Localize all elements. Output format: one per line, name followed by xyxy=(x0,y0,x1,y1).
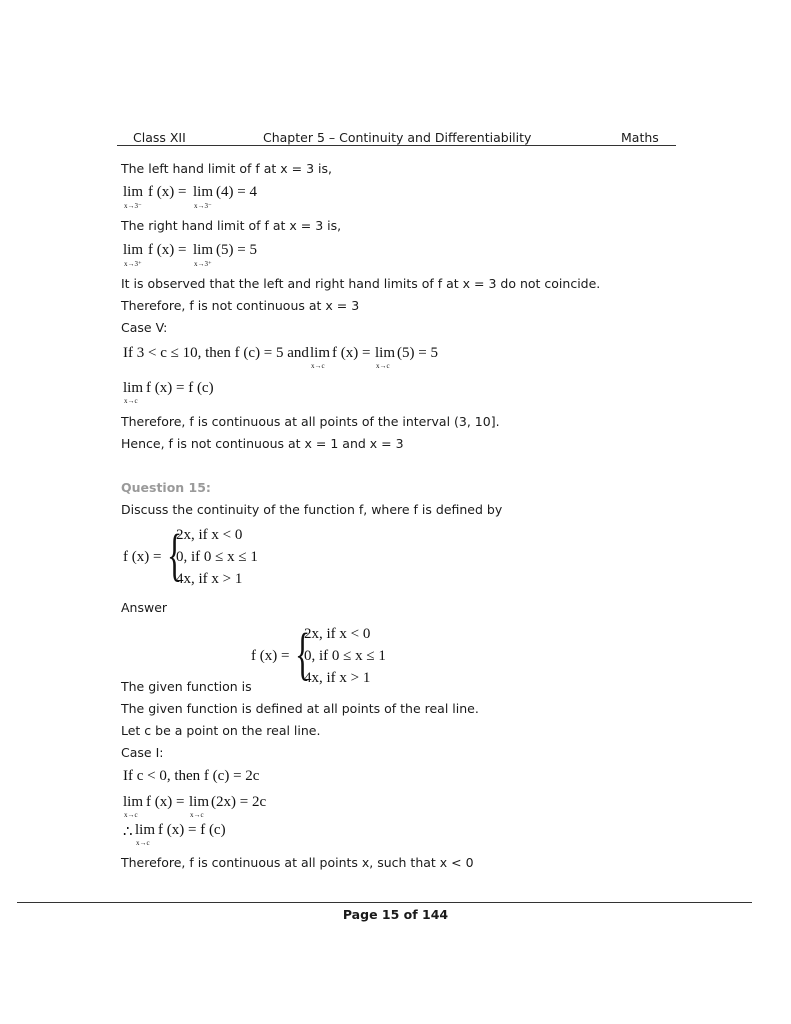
left-brace-icon: { xyxy=(167,522,183,587)
question-title: Question 15: xyxy=(121,480,211,495)
footer-rule xyxy=(17,902,752,903)
answer-label: Answer xyxy=(121,600,168,615)
paragraph-not-continuous-3: Therefore, f is not continuous at x = 3 xyxy=(121,298,360,313)
left-brace-icon: { xyxy=(295,621,311,686)
header-rule xyxy=(117,145,676,146)
equation-case-i: If c < 0, then f (c) = 2c xyxy=(123,768,260,784)
page-number: Page 15 of 144 xyxy=(342,907,449,922)
paragraph-observed: It is observed that the left and right hand limits of f at x = 3 do not coincide. xyxy=(121,276,601,291)
case-v-label: Case V: xyxy=(121,320,168,335)
paragraph-right-limit: The right hand limit of f at x = 3 is, xyxy=(121,218,342,233)
header-class: Class XII xyxy=(133,130,186,145)
answer-defined-all-points: The given function is defined at all points of the real line. xyxy=(121,701,479,716)
paragraph-conclusion: Hence, f is not continuous at x = 1 and x = 3 xyxy=(121,436,404,451)
answer-given-label: The given function is xyxy=(121,679,252,694)
paragraph-left-limit: The left hand limit of f at x = 3 is, xyxy=(121,161,332,176)
case-i-label: Case I: xyxy=(121,745,164,760)
question-text: Discuss the continuity of the function f, where f is defined by xyxy=(121,502,503,517)
answer-case-i-conclusion: Therefore, f is continuous at all points x, such that x < 0 xyxy=(121,855,474,870)
header-chapter: Chapter 5 – Continuity and Differentiability xyxy=(263,130,532,145)
answer-let-c: Let c be a point on the real line. xyxy=(121,723,321,738)
header-subject: Maths xyxy=(621,130,659,145)
paragraph-continuous-interval: Therefore, f is continuous at all points of the interval (3, 10]. xyxy=(121,414,500,429)
